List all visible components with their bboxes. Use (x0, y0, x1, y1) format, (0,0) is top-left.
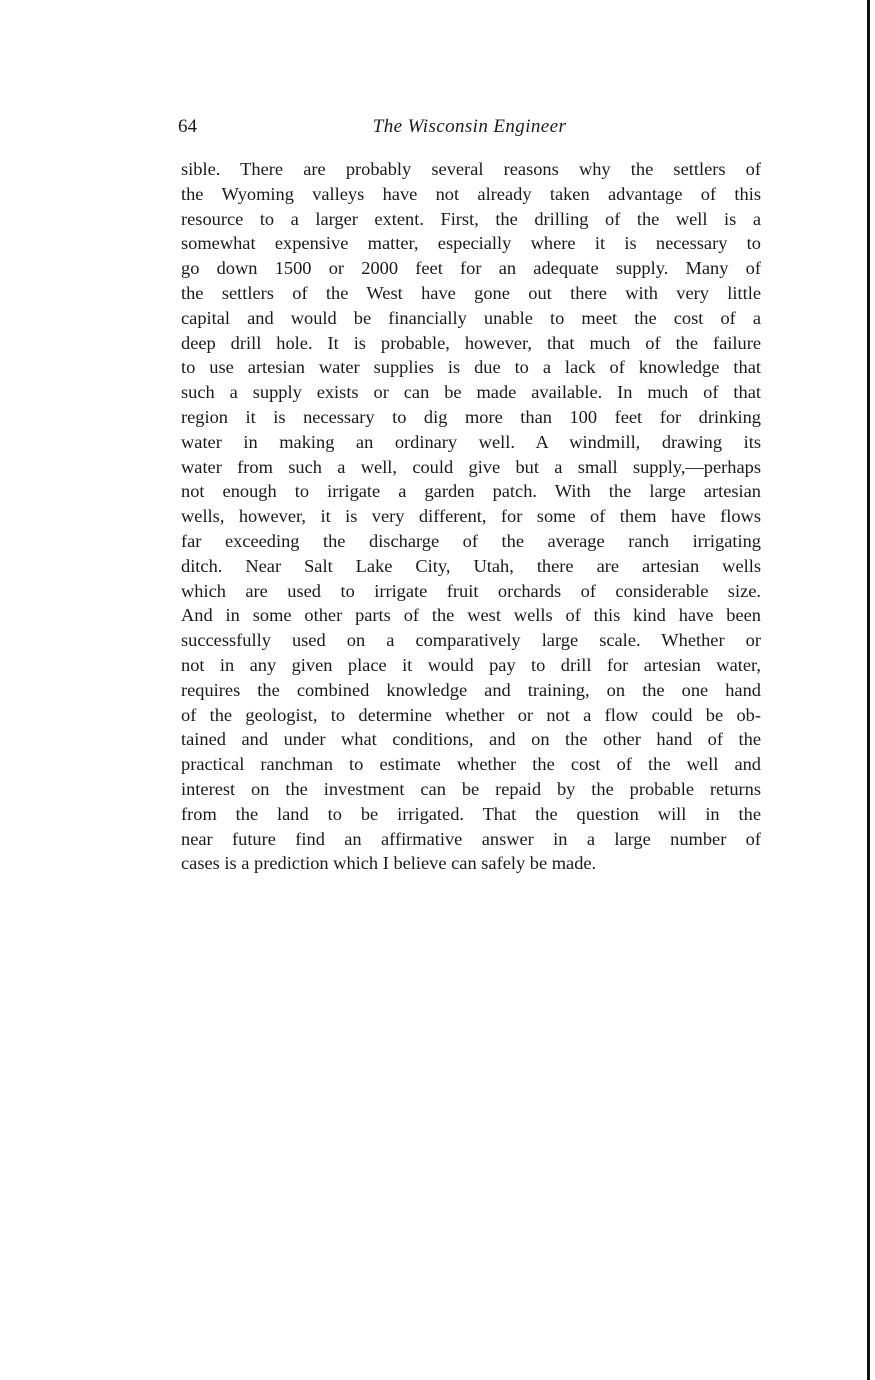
text-line: to use artesian water supplies is due to a lack of knowledge that (181, 357, 761, 378)
text-line: the Wyoming valleys have not already taken advantage of this (181, 183, 761, 204)
text-line: wells, however, it is very different, for some of them have flows (181, 506, 761, 527)
text-line: which are used to irrigate fruit orchards of considerable size. (181, 580, 761, 601)
text-line: from the land to be irrigated. That the question will in the (181, 803, 761, 824)
text-line: requires the combined knowledge and training, on the one hand (181, 679, 761, 700)
text-line: somewhat expensive matter, especially where it is necessary to (181, 233, 761, 254)
text-line: sible. There are probably several reasons why the settlers of (181, 159, 761, 179)
text-line: capital and would be financially unable to meet the cost of a (181, 307, 761, 328)
text-line: far exceeding the discharge of the average ranch irrigating (181, 530, 761, 551)
journal-title: The Wisconsin Engineer (372, 116, 567, 137)
text-line: not in any given place it would pay to drill for artesian water, (181, 654, 761, 675)
text-line: successfully used on a comparatively large scale. Whether or (181, 630, 761, 651)
text-line: near future find an affirmative answer in a large number of (181, 828, 761, 849)
scan-border-edge (867, 0, 870, 1380)
running-head (178, 112, 761, 142)
text-line: such a supply exists or can be made available. In much of that (181, 382, 761, 403)
text-line: not enough to irrigate a garden patch. With the large artesian (181, 481, 761, 502)
text-line: water from such a well, could give but a small supply,—perhaps (181, 456, 761, 477)
text-line: resource to a larger extent. First, the drilling of the well is a (181, 208, 761, 229)
text-line: water in making an ordinary well. A windmill, drawing its (181, 431, 761, 452)
text-line: practical ranchman to estimate whether the cost of the well and (181, 754, 761, 775)
text-line: the settlers of the West have gone out there with very little (181, 282, 761, 303)
text-line: tained and under what conditions, and on the other hand of the (181, 729, 761, 750)
text-line: ditch. Near Salt Lake City, Utah, there are artesian wells (181, 555, 761, 576)
text-line: of the geologist, to determine whether or not a flow could be ob- (181, 704, 761, 725)
text-line: cases is a prediction which I believe can safely be made. (181, 853, 597, 874)
page-number: 64 (178, 116, 197, 137)
text-line: And in some other parts of the west wells of this kind have been (181, 605, 761, 626)
text-line: go down 1500 or 2000 feet for an adequate supply. Many of (181, 258, 761, 279)
text-line: deep drill hole. It is probable, however, that much of the failure (181, 332, 761, 353)
text-line: region it is necessary to dig more than 100 feet for drinking (181, 406, 761, 427)
body-paragraph (181, 157, 761, 876)
text-line: interest on the investment can be repaid by the probable returns (181, 778, 761, 799)
